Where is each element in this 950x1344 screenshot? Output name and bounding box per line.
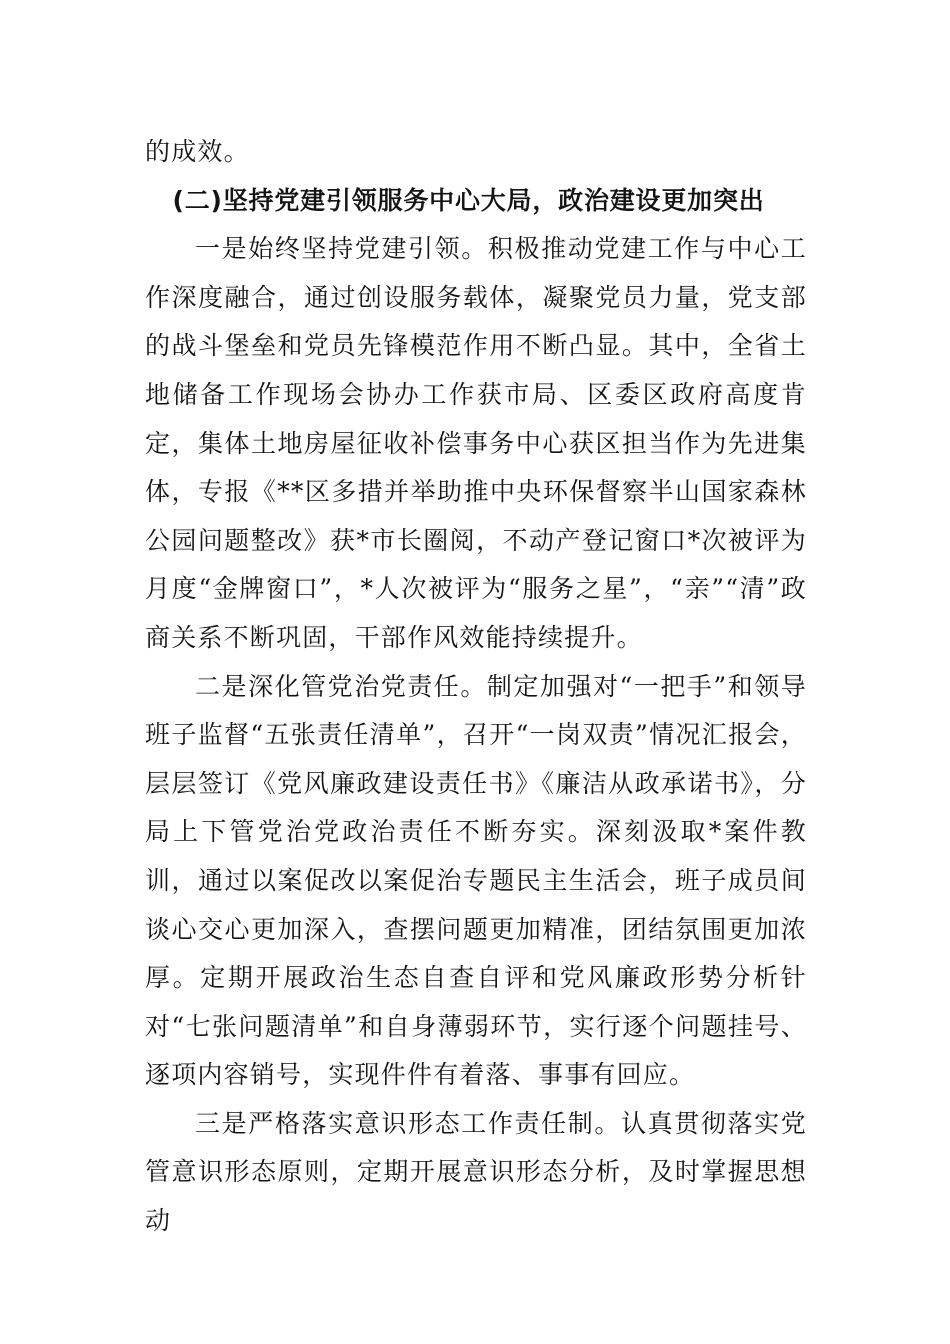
- paragraph-party-responsibility: 二是深化管党治党责任。制定加强对“一把手”和领导班子监督“五张责任清单”，召开“一岗双责”情况汇报会，层层签订《党风廉政建设责任书》《廉洁从政承诺书》，分局上下管党治党政治责任不断夯实。深刻汲取*案件教训，通过以案促改以案促治专题民主生活会，班子成员间谈心交心更加深入，查摆问题更加精准，团结氛围更加浓厚。定期开展政治生态自查自评和党风廉政形势分析针对“七张问题清单”和自身薄弱环节，实行逐个问题挂号、逐项内容销号，实现件件有着落、事事有回应。: [145, 671, 807, 1090]
- paragraph-continuation: 的成效。: [145, 137, 250, 166]
- document-body: [145, 128, 807, 1246]
- paragraph-ideology-responsibility: 三是严格落实意识形态工作责任制。认真贯彻落实党管意识形态原则，定期开展意识形态分析，及时掌握思想动: [145, 1108, 807, 1236]
- section-heading: (二)坚持党建引领服务中心大局，政治建设更加突出: [172, 185, 765, 215]
- paragraph-party-leadership: 一是始终坚持党建引领。积极推动党建工作与中心工作深度融合，通过创设服务载体，凝聚党员力量，党支部的战斗堡垒和党员先锋模范作用不断凸显。其中，全省土地储备工作现场会协办工作获市局、区委区政府高度肯定，集体土地房屋征收补偿事务中心获区担当作为先进集体，专报《**区多措并举助推中央环保督察半山国家森林公园问题整改》获*市长圈阅，不动产登记窗口*次被评为月度“金牌窗口”，*人次被评为“服务之星”，“亲”“清”政商关系不断巩固，干部作风效能持续提升。: [145, 234, 807, 652]
